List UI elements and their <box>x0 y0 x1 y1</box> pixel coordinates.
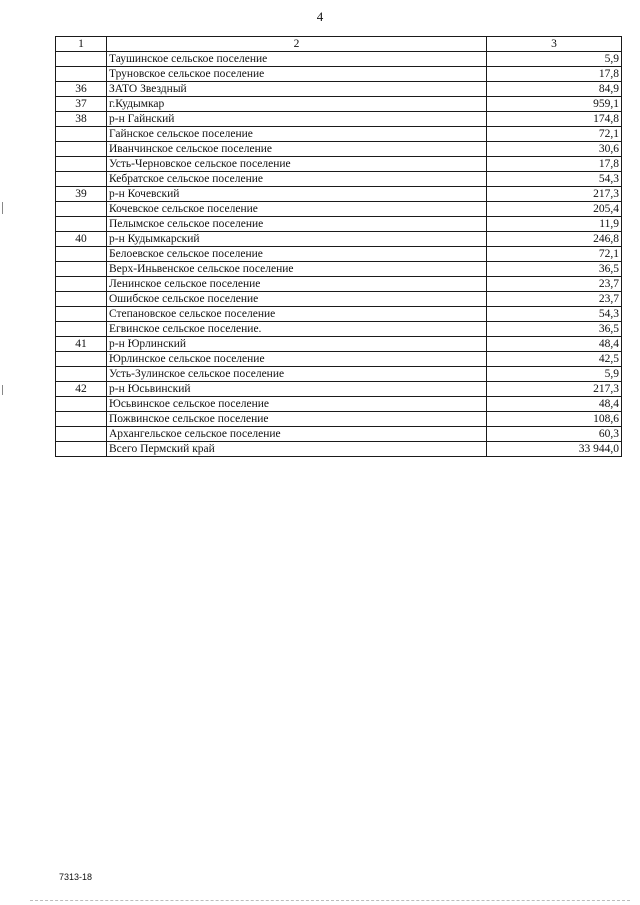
table-row <box>56 322 622 337</box>
row-name-cell: р-н Гайнский <box>107 112 487 127</box>
margin-mark <box>2 385 3 395</box>
row-number-cell: 39 <box>56 187 107 202</box>
row-name-cell: р-н Юрлинский <box>107 337 487 352</box>
row-value-cell: 36,5 <box>487 262 622 277</box>
row-value-cell: 5,9 <box>487 52 622 67</box>
row-name-cell: Степановское сельское поселение <box>107 307 487 322</box>
footer-rule <box>30 900 630 901</box>
row-name-cell: г.Кудымкар <box>107 97 487 112</box>
table-row <box>56 157 622 172</box>
row-name-cell: р-н Кудымкарский <box>107 232 487 247</box>
row-number-cell <box>56 307 107 322</box>
row-value-cell: 84,9 <box>487 82 622 97</box>
row-value-cell: 60,3 <box>487 427 622 442</box>
table-row <box>56 142 622 157</box>
row-number-cell: 41 <box>56 337 107 352</box>
row-name-cell: Кочевское сельское поселение <box>107 202 487 217</box>
table-row <box>56 337 622 352</box>
row-name-cell: Верх-Иньвенское сельское поселение <box>107 262 487 277</box>
header-cell-number: 1 <box>56 37 107 52</box>
row-number-cell <box>56 67 107 82</box>
row-number-cell <box>56 322 107 337</box>
row-number-cell <box>56 367 107 382</box>
row-name-cell: Юсьвинское сельское поселение <box>107 397 487 412</box>
table-row <box>56 292 622 307</box>
table-row <box>56 277 622 292</box>
row-number-cell: 37 <box>56 97 107 112</box>
row-name-cell: Всего Пермский край <box>107 442 487 457</box>
row-number-cell: 38 <box>56 112 107 127</box>
row-number-cell <box>56 412 107 427</box>
row-name-cell: Таушинское сельское поселение <box>107 52 487 67</box>
table-row <box>56 112 622 127</box>
row-value-cell: 17,8 <box>487 157 622 172</box>
table-row <box>56 427 622 442</box>
row-value-cell: 5,9 <box>487 367 622 382</box>
row-value-cell: 30,6 <box>487 142 622 157</box>
row-name-cell: Пелымское сельское поселение <box>107 217 487 232</box>
table-row <box>56 232 622 247</box>
table-row <box>56 367 622 382</box>
row-value-cell: 174,8 <box>487 112 622 127</box>
row-value-cell: 217,3 <box>487 187 622 202</box>
table-row <box>56 187 622 202</box>
page-number: 4 <box>316 9 324 24</box>
row-value-cell: 33 944,0 <box>487 442 622 457</box>
row-name-cell: Гайнское сельское поселение <box>107 127 487 142</box>
row-name-cell: Иванчинское сельское поселение <box>107 142 487 157</box>
row-number-cell <box>56 202 107 217</box>
table-row <box>56 127 622 142</box>
row-number-cell <box>56 262 107 277</box>
table-row <box>56 97 622 112</box>
data-table <box>55 36 622 457</box>
table-row <box>56 307 622 322</box>
table-row <box>56 217 622 232</box>
table-row <box>56 247 622 262</box>
header-cell-name: 2 <box>107 37 487 52</box>
row-number-cell <box>56 247 107 262</box>
row-value-cell: 36,5 <box>487 322 622 337</box>
row-value-cell: 54,3 <box>487 307 622 322</box>
row-value-cell: 217,3 <box>487 382 622 397</box>
row-name-cell: Пожвинское сельское поселение <box>107 412 487 427</box>
row-value-cell: 23,7 <box>487 277 622 292</box>
row-name-cell: Ленинское сельское поселение <box>107 277 487 292</box>
row-number-cell <box>56 217 107 232</box>
table-row <box>56 412 622 427</box>
row-number-cell <box>56 442 107 457</box>
row-value-cell: 205,4 <box>487 202 622 217</box>
row-value-cell: 72,1 <box>487 247 622 262</box>
row-value-cell: 17,8 <box>487 67 622 82</box>
table-row <box>56 442 622 457</box>
row-value-cell: 72,1 <box>487 127 622 142</box>
row-number-cell <box>56 127 107 142</box>
row-number-cell: 36 <box>56 82 107 97</box>
row-value-cell: 108,6 <box>487 412 622 427</box>
row-value-cell: 48,4 <box>487 397 622 412</box>
row-name-cell: Архангельское сельское поселение <box>107 427 487 442</box>
row-name-cell: р-н Кочевский <box>107 187 487 202</box>
table-body <box>56 37 622 457</box>
row-number-cell <box>56 52 107 67</box>
table-row <box>56 52 622 67</box>
margin-mark <box>2 202 3 214</box>
row-number-cell: 42 <box>56 382 107 397</box>
table-row <box>56 67 622 82</box>
row-value-cell: 959,1 <box>487 97 622 112</box>
row-value-cell: 48,4 <box>487 337 622 352</box>
row-value-cell: 42,5 <box>487 352 622 367</box>
table-row <box>56 172 622 187</box>
row-number-cell <box>56 427 107 442</box>
row-name-cell: Белоевское сельское поселение <box>107 247 487 262</box>
table-row <box>56 397 622 412</box>
row-number-cell <box>56 142 107 157</box>
row-name-cell: р-н Юсьвинский <box>107 382 487 397</box>
row-name-cell: Кебратское сельское поселение <box>107 172 487 187</box>
table-row <box>56 352 622 367</box>
row-number-cell <box>56 352 107 367</box>
row-name-cell: Юрлинское сельское поселение <box>107 352 487 367</box>
row-value-cell: 54,3 <box>487 172 622 187</box>
row-name-cell: Егвинское сельское поселение. <box>107 322 487 337</box>
row-number-cell <box>56 397 107 412</box>
table-header-row <box>56 37 622 52</box>
document-code: 7313-18 <box>59 872 93 882</box>
row-number-cell: 40 <box>56 232 107 247</box>
row-name-cell: Труновское сельское поселение <box>107 67 487 82</box>
table-row <box>56 382 622 397</box>
row-name-cell: Ошибское сельское поселение <box>107 292 487 307</box>
table-row <box>56 202 622 217</box>
row-value-cell: 246,8 <box>487 232 622 247</box>
row-number-cell <box>56 292 107 307</box>
table-row <box>56 82 622 97</box>
row-number-cell <box>56 172 107 187</box>
row-name-cell: Усть-Зулинское сельское поселение <box>107 367 487 382</box>
row-number-cell <box>56 277 107 292</box>
table-row <box>56 262 622 277</box>
row-name-cell: Усть-Черновское сельское поселение <box>107 157 487 172</box>
row-value-cell: 23,7 <box>487 292 622 307</box>
row-value-cell: 11,9 <box>487 217 622 232</box>
header-cell-value: 3 <box>487 37 622 52</box>
row-number-cell <box>56 157 107 172</box>
row-name-cell: ЗАТО Звездный <box>107 82 487 97</box>
